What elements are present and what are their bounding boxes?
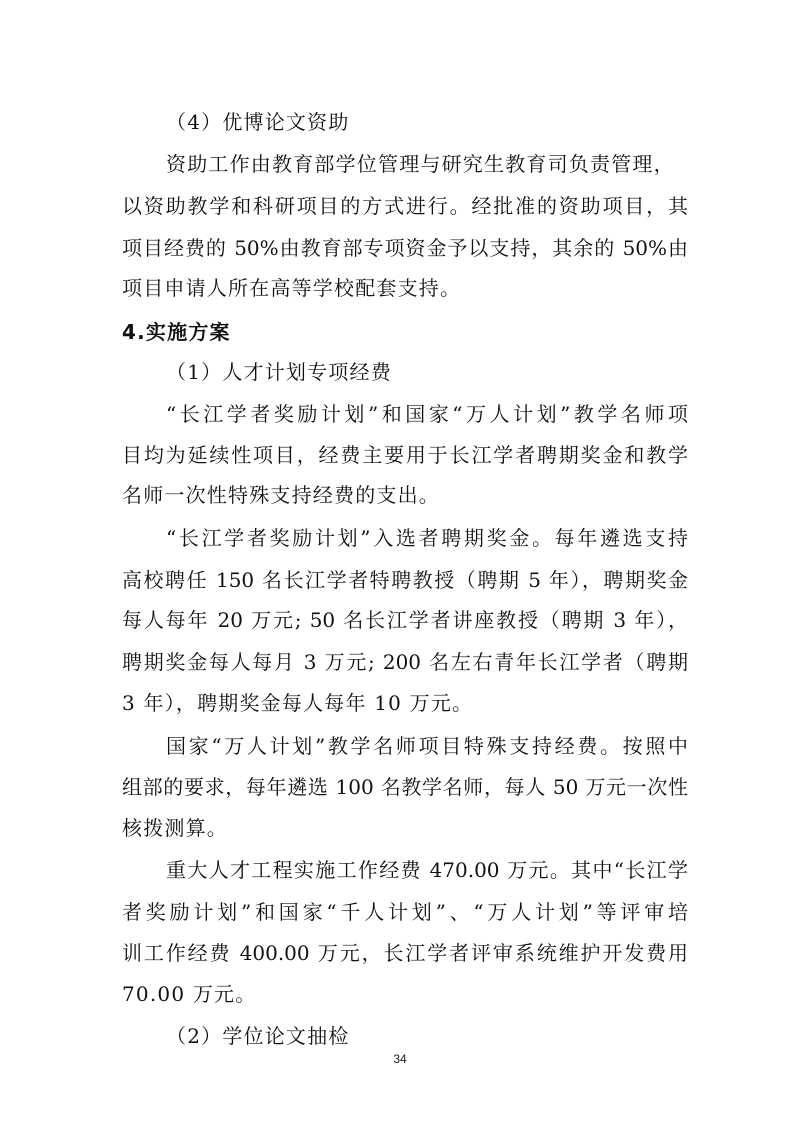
paragraph-line: 资助工作由教育部学位管理与研究生教育司负责管理， xyxy=(166,152,675,176)
paragraph-line: “长江学者奖励计划”入选者聘期奖金。每年遴选支持 xyxy=(166,526,688,550)
subsection-title-talent-funds: （1）人才计划专项经费 xyxy=(166,360,392,384)
heading-implementation-plan: 4.实施方案 xyxy=(122,320,231,344)
page-number: 34 xyxy=(393,1052,407,1066)
paragraph-line: 者奖励计划”和国家“千人计划”、“万人计划”等评审培 xyxy=(122,900,688,924)
paragraph-line: 项目经费的 50%由教育部专项资金予以支持，其余的 50%由 xyxy=(122,236,688,260)
paragraph-line: 3 年），聘期奖金每人每年 10 万元。 xyxy=(122,691,474,715)
paragraph-line: “长江学者奖励计划”和国家“万人计划”教学名师项 xyxy=(166,402,688,426)
subsection-title-thesis-inspection: （2）学位论文抽检 xyxy=(166,1024,350,1048)
paragraph-line: 核拨测算。 xyxy=(122,816,228,840)
paragraph-line: 名师一次性特殊支持经费的支出。 xyxy=(122,483,440,507)
paragraph-line: 国家“万人计划”教学名师项目特殊支持经费。按照中 xyxy=(166,734,688,758)
paragraph-line: 聘期奖金每人每月 3 万元; 200 名左右青年长江学者（聘期 xyxy=(122,650,688,674)
paragraph-line: 训工作经费 400.00 万元，长江学者评审系统维护开发费用 xyxy=(122,941,688,965)
paragraph-line: 重大人才工程实施工作经费 470.00 万元。其中“长江学 xyxy=(166,858,688,882)
section-title-excellent-thesis: （4）优博论文资助 xyxy=(166,110,350,134)
paragraph-line: 每人每年 20 万元; 50 名长江学者讲座教授（聘期 3 年）， xyxy=(122,608,688,632)
paragraph-line: 70.00 万元。 xyxy=(122,982,257,1006)
paragraph-line: 组部的要求，每年遴选 100 名教学名师，每人 50 万元一次性 xyxy=(122,775,688,799)
paragraph-line: 以资助教学和科研项目的方式进行。经批准的资助项目，其 xyxy=(122,194,688,218)
paragraph-line: 目均为延续性项目，经费主要用于长江学者聘期奖金和教学 xyxy=(122,443,688,467)
paragraph-line: 项目申请人所在高等学校配套支持。 xyxy=(122,276,462,300)
paragraph-line: 高校聘任 150 名长江学者特聘教授（聘期 5 年），聘期奖金 xyxy=(122,568,688,592)
